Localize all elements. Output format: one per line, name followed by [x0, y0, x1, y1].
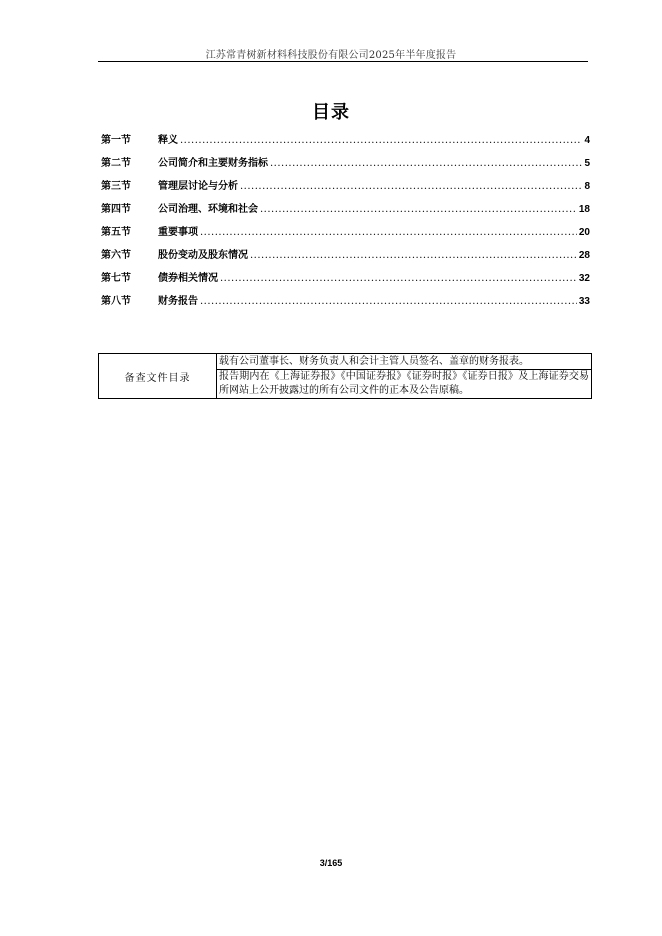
- toc-entry-8[interactable]: [101, 292, 590, 315]
- reference-document-item: 载有公司董事长、财务负责人和会计主管人员签名、盖章的财务报表。: [217, 354, 592, 370]
- table-of-contents: [101, 131, 590, 315]
- toc-leader-dots: [240, 181, 582, 192]
- toc-leader-dots: [270, 158, 582, 169]
- toc-page-number: 33: [578, 296, 590, 307]
- toc-section-number: 第六节: [101, 250, 131, 261]
- toc-section-number: 第四节: [101, 204, 131, 215]
- toc-leader-dots: [220, 273, 577, 284]
- header-divider: [98, 61, 588, 62]
- toc-page-number: 20: [578, 227, 590, 238]
- toc-leader-dots: [180, 135, 582, 146]
- toc-section-title: 债券相关情况: [158, 273, 218, 284]
- toc-entry-5[interactable]: [101, 223, 590, 246]
- toc-section-title: 公司治理、环境和社会: [158, 204, 258, 215]
- toc-section-number: 第三节: [101, 181, 131, 192]
- toc-entry-3[interactable]: [101, 177, 590, 200]
- toc-page-number: 4: [584, 135, 590, 146]
- page-number: 3/165: [319, 858, 343, 868]
- toc-entry-4[interactable]: [101, 200, 590, 223]
- toc-section-number: 第七节: [101, 273, 131, 284]
- toc-section-title: 股份变动及股东情况: [158, 250, 248, 261]
- toc-title: 目录: [312, 102, 350, 123]
- toc-section-title: 公司简介和主要财务指标: [158, 158, 268, 169]
- toc-leader-dots: [260, 204, 577, 215]
- toc-section-title: 重要事项: [158, 227, 198, 238]
- toc-section-number: 第八节: [101, 296, 131, 307]
- toc-entry-1[interactable]: [101, 131, 590, 154]
- reference-documents-table: [98, 353, 592, 399]
- toc-section-number: 第五节: [101, 227, 131, 238]
- toc-entry-2[interactable]: [101, 154, 590, 177]
- toc-section-number: 第一节: [101, 135, 131, 146]
- toc-section-number: 第二节: [101, 158, 131, 169]
- toc-entry-7[interactable]: [101, 269, 590, 292]
- toc-section-title: 释义: [158, 135, 178, 146]
- toc-section-title: 财务报告: [158, 296, 198, 307]
- toc-page-number: 8: [584, 181, 590, 192]
- toc-leader-dots: [200, 296, 577, 307]
- table-row: [99, 354, 592, 370]
- toc-leader-dots: [250, 250, 577, 261]
- page-header: 江苏常青树新材料科技股份有限公司2025年半年度报告: [205, 50, 457, 61]
- toc-page-number: 5: [584, 158, 590, 169]
- reference-document-item: 报告期内在《上海证券报》《中国证券报》《证券时报》《证券日报》及上海证券交易所网站上公开披露过的所有公司文件的正本及公告原稿。: [217, 370, 592, 399]
- toc-page-number: 18: [578, 204, 590, 215]
- toc-entry-6[interactable]: [101, 246, 590, 269]
- toc-leader-dots: [200, 227, 577, 238]
- toc-page-number: 28: [578, 250, 590, 261]
- toc-page-number: 32: [578, 273, 590, 284]
- toc-section-title: 管理层讨论与分析: [158, 181, 238, 192]
- reference-documents-label: 备查文件目录: [99, 354, 217, 399]
